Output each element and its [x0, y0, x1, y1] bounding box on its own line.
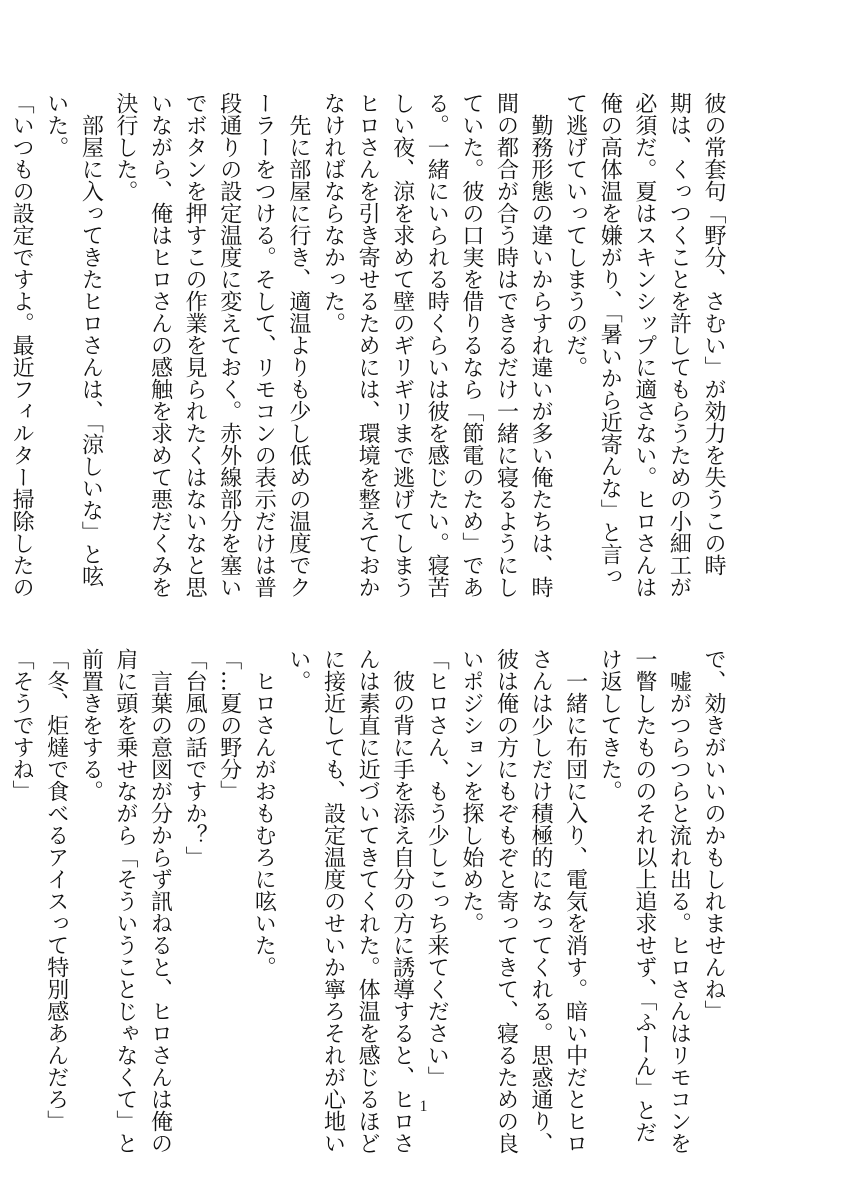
text-block-top — [4, 92, 730, 598]
text-line: 肩に頭を乗せながら「そういうことじゃなくて」と — [112, 648, 138, 1154]
text-line: 間の都合が合う時はできるだけ一緒に寝るようにし — [493, 92, 519, 598]
text-line: 決行した。 — [112, 92, 138, 202]
text-line: 「…夏の野分」 — [216, 648, 242, 802]
text-line: んは素直に近づいてきてくれた。体温を感じるほど — [355, 648, 381, 1154]
text-line: ヒロさんを引き寄せるためには、環境を整えておか — [355, 92, 381, 598]
text-line: 前置きをする。 — [78, 648, 104, 802]
page-number: 1 — [419, 1098, 428, 1115]
text-line: いた。 — [43, 92, 69, 158]
text-line: ヒロさんがおもむろに呟いた。 — [251, 648, 277, 978]
text-line: 彼の常套句「野分、さむい」が効力を失うこの時 — [701, 92, 726, 576]
text-line: 一緒に布団に入り、電気を消す。暗い中だとヒロ — [562, 648, 588, 1154]
text-line: で、効きがいいのかもしれませんね」 — [701, 648, 726, 1022]
text-line: 俺の高体温を嫌がり、「暑いから近寄んな」と言っ — [597, 92, 623, 587]
text-line: 一瞥したもののそれ以上追求せず、「ふーん」とだ — [631, 648, 657, 1143]
text-line: い。 — [285, 648, 311, 692]
text-line: 勤務形態の違いからすれ違いが多い俺たちは、時 — [528, 92, 554, 598]
text-line: 彼は俺の方にもぞもぞと寄ってきて、寝るための良 — [493, 648, 519, 1154]
text-line: 嘘がつらつらと流れ出る。ヒロさんはリモコンを — [666, 648, 692, 1154]
text-line: でボタンを押すこの作業を見られたくはないなと思 — [182, 92, 208, 598]
text-block-bottom — [4, 648, 730, 1154]
text-line: しい夜、涼を求めて壁のギリギリまで逃げてしまう — [389, 92, 415, 598]
text-line: いポジションを探し始めた。 — [458, 648, 484, 934]
text-line: 「冬、炬燵で食べるアイスって特別感あんだろ」 — [43, 648, 69, 1132]
text-line: て逃げていってしまうのだ。 — [562, 92, 588, 378]
text-line: さんは少しだけ積極的になってくれる。思惑通り、 — [528, 648, 554, 1154]
text-line: 「台風の話ですか？」 — [182, 648, 208, 868]
text-line: 段通りの設定温度に変えておく。赤外線部分を塞い — [216, 92, 242, 598]
text-line: 彼の背に手を添え自分の方に誘導すると、ヒロさ — [389, 648, 415, 1154]
text-line: 「いつもの設定ですよ。最近フィルター掃除したの — [9, 92, 35, 598]
text-line: け返してきた。 — [597, 648, 623, 802]
text-line: 期は、くっつくことを許してもらうための小細工が — [666, 92, 692, 598]
text-line: 部屋に入ってきたヒロさんは、「涼しいな」と呟 — [78, 92, 104, 587]
text-line: 「ヒロさん、もう少しこっち来てください」 — [424, 648, 450, 1088]
text-line: なければならなかった。 — [320, 92, 346, 334]
text-line: ーラーをつける。そして、リモコンの表示だけは普 — [251, 92, 277, 598]
text-line: に接近しても、設定温度のせいか寧ろそれが心地い — [320, 648, 346, 1154]
text-line: いながら、俺はヒロさんの感触を求めて悪だくみを — [147, 92, 173, 598]
text-line: ていた。彼の口実を借りるなら「節電のため」であ — [458, 92, 484, 598]
text-line: 必須だ。夏はスキンシップに適さない。ヒロさんは — [631, 92, 657, 598]
text-line: 「そうですね」 — [9, 648, 35, 802]
text-line: る。一緒にいられる時くらいは彼を感じたい。寝苦 — [424, 92, 450, 598]
text-line: 言葉の意図が分からず訊ねると、ヒロさんは俺の — [147, 648, 173, 1154]
text-line: 先に部屋に行き、適温よりも少し低めの温度でク — [285, 92, 311, 598]
